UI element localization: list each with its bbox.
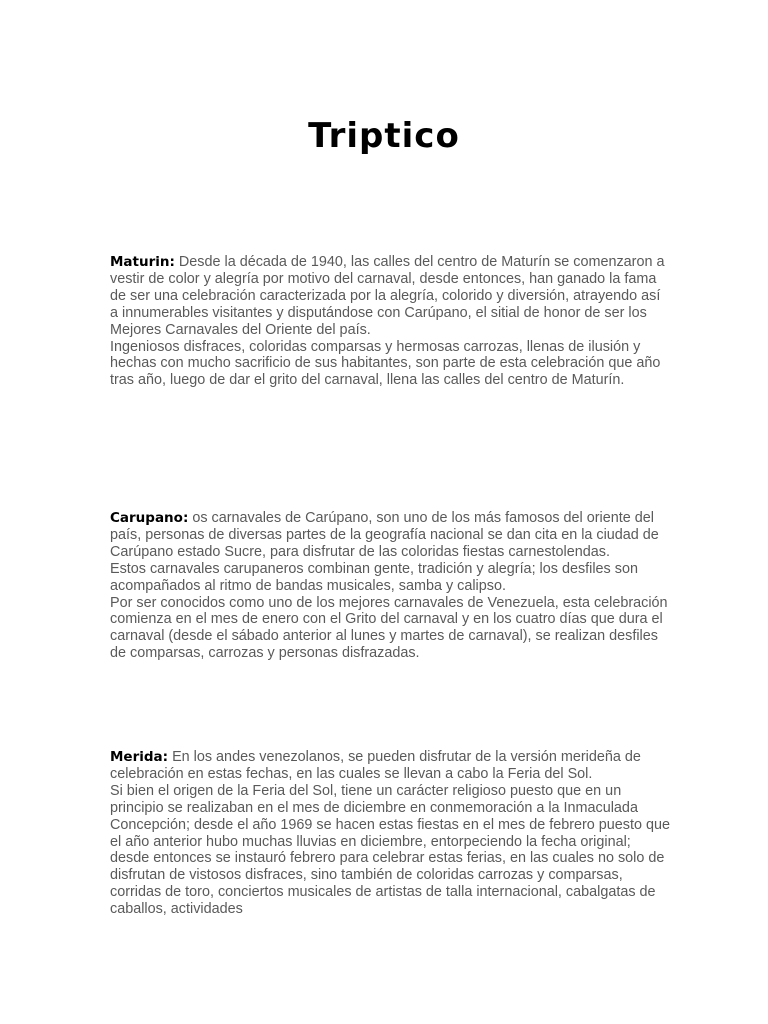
section-label: Maturin:: [110, 254, 175, 270]
section-carupano: [110, 510, 670, 662]
section-paragraph: [110, 510, 670, 561]
section-text: os carnavales de Carúpano, son uno de los más famosos del oriente del país, personas de diversas partes de la geografía nacional se dan cita en la ciudad de Carúpano estado Sucre, para disfrutar de las coloridas fiestas carnestolendas.: [110, 510, 659, 560]
section-text: Desde la década de 1940, las calles del centro de Maturín se comenzaron a vestir de color y alegría por motivo del carnaval, desde entonces, han ganado la fama de ser una celebración caracterizada por la alegría, colorido y diversión, atrayendo así a innumerables visitantes y disputándose con Carúpano, el sitial de honor de ser los Mejores Carnavales del Oriente del país.: [110, 254, 665, 338]
section-label: Merida:: [110, 749, 169, 765]
section-merida: [110, 749, 670, 918]
section-label: Carupano:: [110, 510, 189, 526]
section-paragraph: [110, 749, 670, 783]
section-paragraph: Por ser conocidos como uno de los mejores carnavales de Venezuela, esta celebración comienza en el mes de enero con el Grito del carnaval y en los cuatro días que dura el carnaval (desde el sábado anterior al lunes y martes de carnaval), se realizan desfiles de comparsas, carrozas y personas disfrazadas.: [110, 594, 668, 662]
section-paragraph: Estos carnavales carupaneros combinan gente, tradición y alegría; los desfiles son acompañados al ritmo de bandas musicales, samba y calipso.: [110, 560, 638, 594]
section-maturin: [110, 254, 670, 389]
section-paragraph: Ingeniosos disfraces, coloridas comparsas y hermosas carrozas, llenas de ilusión y hechas con mucho sacrificio de sus habitantes, son parte de esta celebración que año tras año, luego de dar el grito del carnaval, llena las calles del centro de Maturín.: [110, 338, 661, 389]
section-paragraph: Si bien el origen de la Feria del Sol, tiene un carácter religioso puesto que en un principio se realizaban en el mes de diciembre en conmemoración a la Inmaculada Concepción; desde el año 1969 se hacen estas fiestas en el mes de febrero puesto que el año anterior hubo muchas lluvias en diciembre, entorpeciendo la fecha original; desde entonces se instauró febrero para celebrar estas ferias, en las cuales no solo de disfrutan de vistosos disfraces, sino también de coloridas carrozas y comparsas, corridas de toro, conciertos musicales de artistas de talla internacional, cabalgatas de caballos, actividades: [110, 782, 671, 918]
section-text: En los andes venezolanos, se pueden disfrutar de la versión merideña de celebración en estas fechas, en las cuales se llevan a cabo la Feria del Sol.: [110, 749, 641, 782]
document-title: Triptico: [308, 116, 460, 156]
section-paragraph: [110, 254, 670, 339]
